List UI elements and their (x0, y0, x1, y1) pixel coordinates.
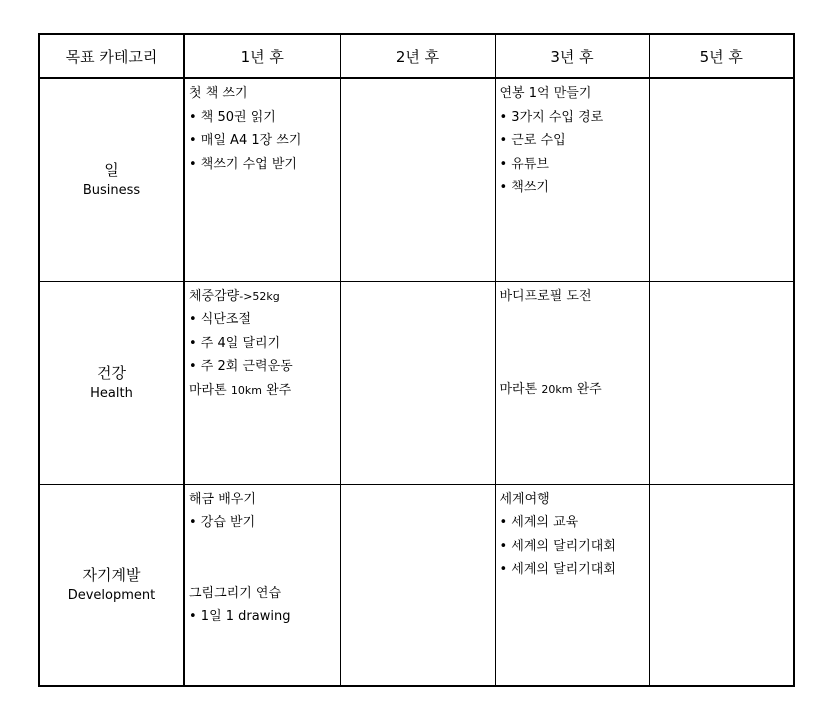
goal-line: 그림그리기 연습 (189, 585, 282, 601)
category-name-ko: 자기계발 (82, 565, 141, 584)
header-row (39, 34, 794, 78)
goal-line: • 3가지 수입 경로 (499, 109, 604, 125)
spacer (189, 535, 337, 582)
cell-business-year-1 (184, 78, 340, 281)
goal-table (38, 33, 795, 687)
goal-unit: ->52kg (239, 289, 280, 303)
cell-development-year-1 (184, 484, 340, 686)
category-name-ko: 일 (104, 160, 119, 179)
goal-line: 해금 배우기 (189, 491, 256, 507)
category-business (39, 78, 184, 281)
header-year-2: 2년 후 (340, 34, 495, 78)
cell-health-year-3 (495, 281, 649, 484)
goal-line: 첫 책 쓰기 (189, 86, 248, 101)
goal-line: • 세계의 달리기대회 (499, 538, 616, 554)
cell-development-year-2 (340, 484, 495, 686)
header-year-5: 5년 후 (649, 34, 794, 78)
goal-line (189, 379, 337, 403)
row-development (39, 484, 794, 686)
header-year-1: 1년 후 (184, 34, 340, 78)
cell-health-year-2 (340, 281, 495, 484)
goal-text: 완주 (576, 382, 602, 397)
goal-line (189, 285, 337, 309)
header-year-3: 3년 후 (495, 34, 649, 78)
goal-line: • 식단조절 (189, 312, 252, 327)
category-name-en: Development (67, 587, 156, 603)
goal-text: 마라톤 (189, 382, 227, 398)
category-development (39, 484, 184, 686)
goal-line: • 책쓰기 수업 받기 (189, 156, 297, 172)
goal-line: • 주 4일 달리기 (189, 335, 281, 351)
header-category: 목표 카테고리 (39, 34, 184, 78)
goal-unit: 10km (230, 383, 262, 397)
goal-line: • 강습 받기 (189, 515, 256, 530)
goal-line: • 매일 A4 1장 쓰기 (189, 133, 302, 148)
cell-health-year-1 (184, 281, 340, 484)
cell-business-year-5 (649, 78, 794, 281)
goal-line (500, 378, 646, 402)
row-business (39, 78, 794, 281)
goal-line: 연봉 1억 만들기 (499, 86, 592, 101)
goal-line: • 책쓰기 (499, 180, 549, 195)
goal-line: • 책 50권 읽기 (189, 109, 276, 125)
category-name-ko: 건강 (97, 363, 126, 382)
goal-line: • 주 2회 근력운동 (189, 359, 293, 374)
goal-line: 세계여행 (499, 491, 550, 507)
goal-line: • 유튜브 (499, 156, 549, 172)
category-name-en: Health (90, 385, 133, 401)
goal-text: 완주 (266, 382, 292, 398)
goal-line: • 세계의 교육 (499, 515, 579, 530)
category-health (39, 281, 184, 484)
goal-line: • 근로 수입 (499, 133, 566, 148)
goal-unit: 20km (541, 383, 573, 396)
cell-business-year-2 (340, 78, 495, 281)
goal-line: • 1일 1 drawing (189, 609, 291, 624)
cell-health-year-5 (649, 281, 794, 484)
cell-development-year-3 (495, 484, 649, 686)
goal-text: 마라톤 (499, 382, 538, 397)
row-health (39, 281, 794, 484)
cell-business-year-3 (495, 78, 649, 281)
goal-line: 바디프로필 도전 (499, 288, 592, 304)
spacer (500, 308, 646, 378)
goal-text: 체중감량 (189, 288, 240, 304)
goal-line: • 세계의 달리기대회 (499, 562, 616, 577)
cell-development-year-5 (649, 484, 794, 686)
category-name-en: Business (82, 182, 141, 198)
